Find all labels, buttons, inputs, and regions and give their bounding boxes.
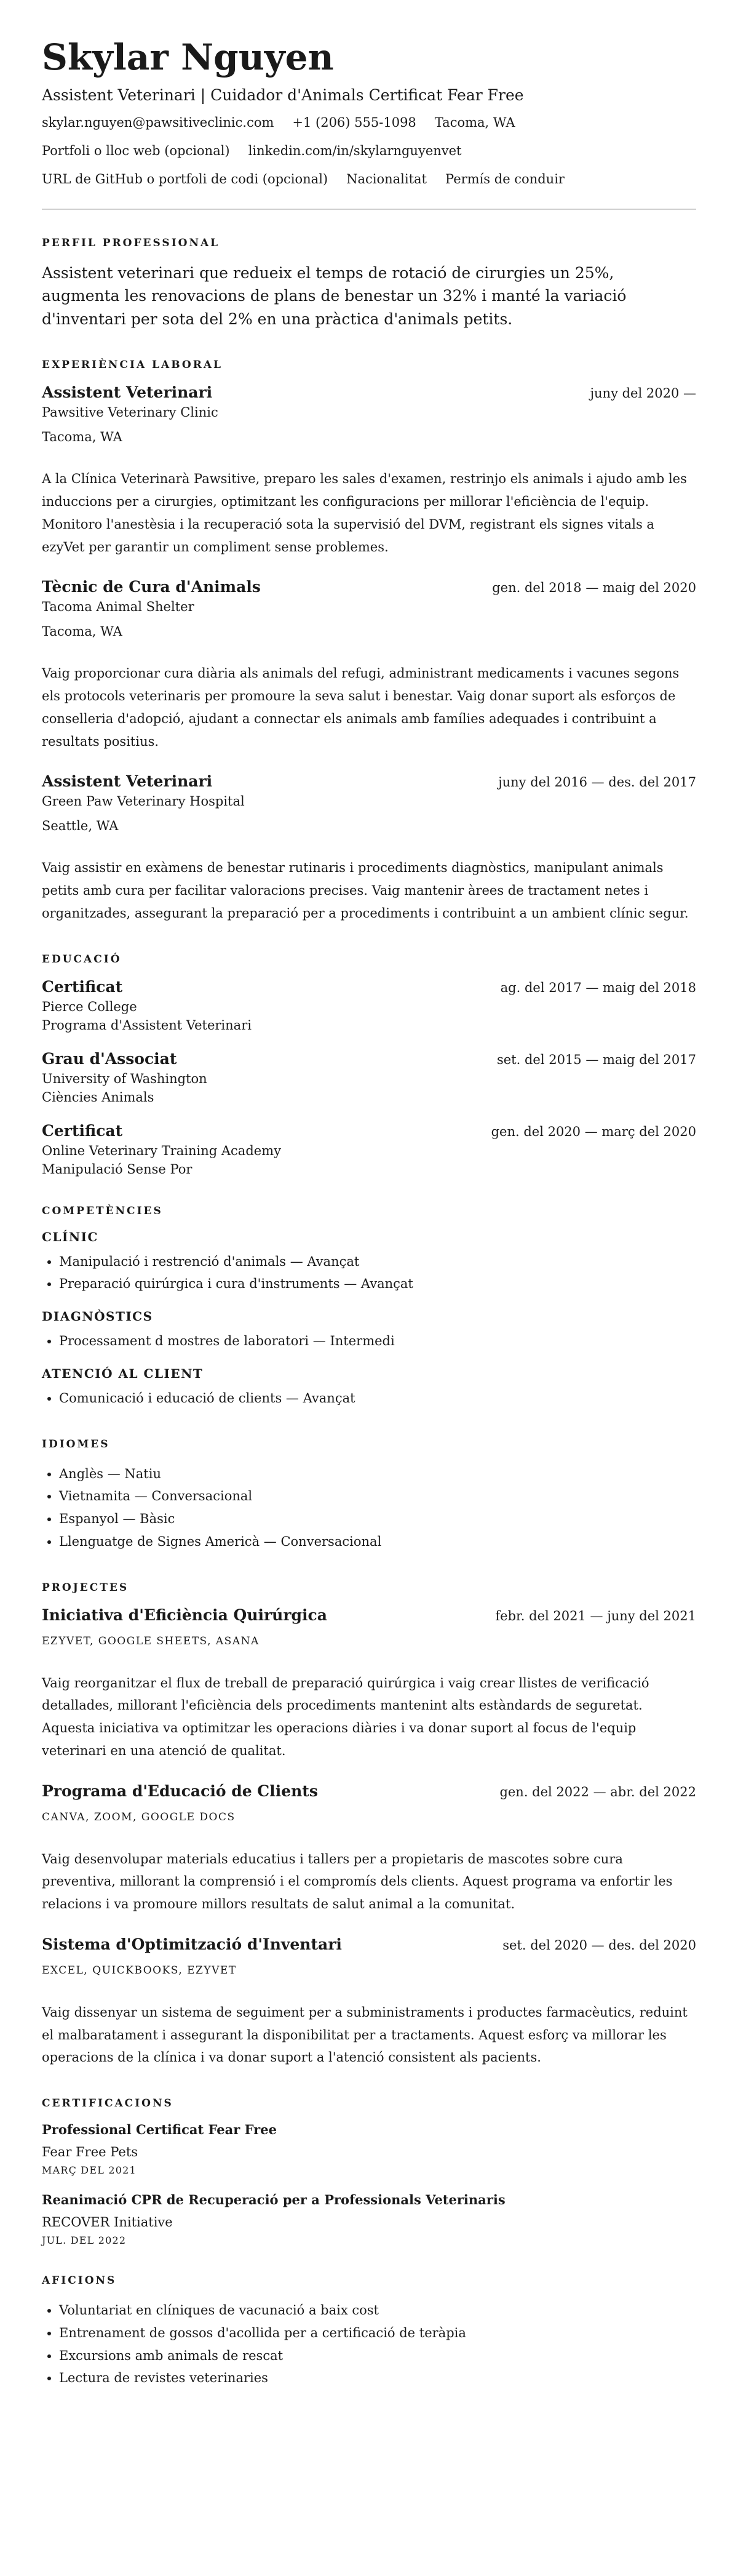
hobby-item: • Voluntariat en clíniques de vacunació a baix cost: [59, 2299, 696, 2322]
job-description: Vaig proporcionar cura diària als animals del refugi, administrant medicaments i vacunes segons els protocols veterinaris per promoure la seva salut i benestar. Vaig donar suport als esforços de conselleria d'adopció, ajudant a connectar els animals amb famílies adequades i contribuint a resultats positius.: [42, 666, 680, 749]
skill-list: [42, 1330, 696, 1353]
github-text: URL de GitHub o portfoli de codi (opcional): [42, 171, 328, 186]
job-title: Tècnic de Cura d'Animals: [42, 578, 261, 596]
certification-entry: [42, 2192, 696, 2246]
hobby-item: • Lectura de revistes veterinaries: [59, 2367, 696, 2390]
certification-date: MARÇ DEL 2021: [42, 2164, 137, 2177]
entry-header: [42, 1782, 696, 1800]
job-dates: juny del 2016 — des. del 2017: [498, 775, 696, 790]
languages-section: [42, 1438, 696, 1553]
degree-title: Certificat: [42, 977, 123, 996]
profile-summary: Assistent veterinari que redueix el temps de rotació de cirurgies un 25%, augmenta les renovacions de plans de benestar un 32% i manté la variació d'inventari per sota del 2% en una pràctica d'animals petits.: [42, 263, 627, 328]
contact-line-2: [42, 143, 696, 158]
education-dates: ag. del 2017 — maig del 2018: [500, 980, 696, 995]
school-name: University of Washington: [42, 1071, 207, 1086]
project-dates: set. del 2020 — des. del 2020: [502, 1937, 696, 1953]
skill-category-title: ATENCIÓ AL CLIENT: [42, 1366, 204, 1381]
project-description: Vaig dissenyar un sistema de seguiment per a subministraments i productes farmacèutics, reduint el malbaratament i assegurant la disponibilitat per a tractaments. Aquest esforç va millorar les operacions de la clínica i va donar suport a l'atenció consistent als pacients.: [42, 2004, 688, 2065]
job-title: Assistent Veterinari: [42, 383, 213, 402]
field-of-study: Programa d'Assistent Veterinari: [42, 1017, 252, 1033]
section-title: AFICIONS: [42, 2274, 117, 2287]
job-description: Vaig assistir en exàmens de benestar rutinaris i procediments diagnòstics, manipulant animals petits amb cura per facilitar valoracions precises. Vaig mantenir àrees de tractament netes i organitzades, assegurant la preparació per a procediments i contribuint a un ambient clínic segur.: [42, 860, 689, 921]
field-of-study: Ciències Animals: [42, 1089, 154, 1105]
project-name: Iniciativa d'Eficiència Quirúrgica: [42, 1606, 327, 1624]
entry-header: [42, 772, 696, 790]
section-title: IDIOMES: [42, 1438, 110, 1450]
profile-section: [42, 237, 696, 331]
portfolio-text: Portfoli o lloc web (opcional): [42, 143, 230, 158]
school-name: Pierce College: [42, 999, 137, 1014]
phone-text: +1 (206) 555-1098: [292, 114, 416, 130]
employer: Green Paw Veterinary Hospital: [42, 794, 245, 809]
skill-item: • Comunicació i educació de clients — Avançat: [59, 1387, 696, 1410]
email-text: skylar.nguyen@pawsitiveclinic.com: [42, 114, 274, 130]
project-dates: gen. del 2022 — abr. del 2022: [499, 1784, 696, 1799]
skill-item: • Preparació quirúrgica i cura d'instruments — Avançat: [59, 1273, 696, 1295]
employer: Tacoma Animal Shelter: [42, 599, 194, 615]
job-description: A la Clínica Veterinarà Pawsitive, preparo les sales d'examen, restrinjo els animals i ajudo amb les induccions per a cirurgies, optimitzant les configuracions per millorar l'eficiència de l'equip. Monitoro l'anestèsia i la recuperació sota la supervisió del DVM, registrant els signes vitals a ezyVet per garantir un compliment sense problemes.: [42, 471, 687, 554]
section-title: CERTIFICACIONS: [42, 2097, 173, 2110]
degree-title: Certificat: [42, 1121, 123, 1140]
skill-category-title: CLÍNIC: [42, 1229, 98, 1244]
job-title: Assistent Veterinari: [42, 772, 213, 791]
language-item: • Vietnamita — Conversacional: [59, 1485, 696, 1508]
certification-issuer: RECOVER Initiative: [42, 2215, 173, 2230]
language-item: • Anglès — Natiu: [59, 1463, 696, 1486]
entry-header: [42, 1935, 696, 1953]
project-tools: EZYVET, GOOGLE SHEETS, ASANA: [42, 1634, 260, 1647]
certification-name: Professional Certificat Fear Free: [42, 2122, 277, 2138]
project-description: Vaig desenvolupar materials educatius i tallers per a propietaris de mascotes sobre cura preventiva, millorant la comprensió i el compromís dels clients. Aquest programa va enfortir les relacions i va promoure millors resultats de salut animal a la comunitat.: [42, 1851, 673, 1912]
candidate-name: Skylar Nguyen: [42, 36, 334, 78]
section-title: EDUCACIÓ: [42, 953, 122, 966]
hobbies-section: [42, 2274, 696, 2390]
entry-header: [42, 1606, 696, 1624]
experience-entry: [42, 578, 696, 753]
resume-header: [42, 38, 696, 186]
skills-section: [42, 1205, 696, 1410]
hobby-list: [42, 2299, 696, 2390]
section-title: EXPERIÈNCIA LABORAL: [42, 359, 223, 372]
skill-list: [42, 1387, 696, 1410]
language-item: • Llenguatge de Signes Americà — Conversacional: [59, 1530, 696, 1553]
certification-issuer: Fear Free Pets: [42, 2145, 138, 2160]
degree-title: Grau d'Associat: [42, 1049, 177, 1068]
skill-item: • Processament d mostres de laboratori — Intermedi: [59, 1330, 696, 1353]
school-name: Online Veterinary Training Academy: [42, 1143, 281, 1158]
project-tools: EXCEL, QUICKBOOKS, EZYVET: [42, 1964, 237, 1977]
job-location: Tacoma, WA: [42, 430, 122, 445]
language-item: • Espanyol — Bàsic: [59, 1508, 696, 1530]
certification-name: Reanimació CPR de Recuperació per a Professionals Veterinaris: [42, 2192, 506, 2208]
certification-entry: [42, 2122, 696, 2176]
project-entry: [42, 1935, 696, 2069]
candidate-headline: Assistent Veterinari | Cuidador d'Animals Certificat Fear Free: [42, 86, 524, 104]
employer: Pawsitive Veterinary Clinic: [42, 405, 218, 420]
project-entry: [42, 1606, 696, 1762]
hobby-item: • Entrenament de gossos d'acollida per a certificació de teràpia: [59, 2322, 696, 2345]
header-divider: [42, 209, 696, 210]
project-entry: [42, 1782, 696, 1916]
project-dates: febr. del 2021 — juny del 2021: [495, 1608, 696, 1623]
education-entry: [42, 1050, 696, 1105]
job-location: Tacoma, WA: [42, 624, 122, 639]
hobby-item: • Excursions amb animals de rescat: [59, 2345, 696, 2367]
experience-section: [42, 359, 696, 924]
education-entry: [42, 1122, 696, 1177]
job-dates: gen. del 2018 — maig del 2020: [492, 580, 696, 596]
job-location: Seattle, WA: [42, 818, 119, 834]
entry-header: [42, 383, 696, 401]
education-dates: set. del 2015 — maig del 2017: [496, 1052, 696, 1067]
experience-entry: [42, 772, 696, 924]
certification-date: JUL. DEL 2022: [42, 2234, 127, 2247]
project-description: Vaig reorganitzar el flux de treball de preparació quirúrgica i vaig crear llistes de verificació detallades, millorant l'eficiència dels procediments mantenint alts estàndards de seguretat. Aquesta iniciativa va optimitzar les operacions diàries i va donar suport al focus de l'equip veterinari en una atenció de qualitat.: [42, 1675, 649, 1758]
job-dates: juny del 2020 —: [590, 386, 696, 401]
skill-list: [42, 1250, 696, 1296]
contact-line-3: [42, 172, 696, 186]
driving-license-text: Permís de conduir: [445, 171, 565, 186]
certifications-section: [42, 2097, 696, 2246]
projects-section: [42, 1582, 696, 2070]
experience-entry: [42, 383, 696, 558]
language-list: [42, 1463, 696, 1553]
contact-line-1: [42, 115, 696, 130]
section-title: PROJECTES: [42, 1581, 129, 1594]
skill-item: • Manipulació i restrenció d'animals — Avançat: [59, 1250, 696, 1273]
education-entry: [42, 978, 696, 1033]
skill-category-title: DIAGNÒSTICS: [42, 1309, 153, 1324]
location-text: Tacoma, WA: [434, 114, 515, 130]
linkedin-text: linkedin.com/in/skylarnguyenvet: [248, 143, 462, 158]
entry-header: [42, 978, 696, 996]
nationality-text: Nacionalitat: [346, 171, 427, 186]
entry-header: [42, 578, 696, 596]
section-title: PERFIL PROFESSIONAL: [42, 236, 220, 249]
field-of-study: Manipulació Sense Por: [42, 1161, 192, 1177]
entry-header: [42, 1050, 696, 1068]
education-section: [42, 953, 696, 1177]
project-name: Programa d'Educació de Clients: [42, 1782, 318, 1800]
section-title: COMPETÈNCIES: [42, 1204, 163, 1217]
education-dates: gen. del 2020 — març del 2020: [491, 1124, 696, 1139]
project-name: Sistema d'Optimització d'Inventari: [42, 1935, 342, 1953]
entry-header: [42, 1122, 696, 1140]
project-tools: CANVA, ZOOM, GOOGLE DOCS: [42, 1810, 236, 1823]
